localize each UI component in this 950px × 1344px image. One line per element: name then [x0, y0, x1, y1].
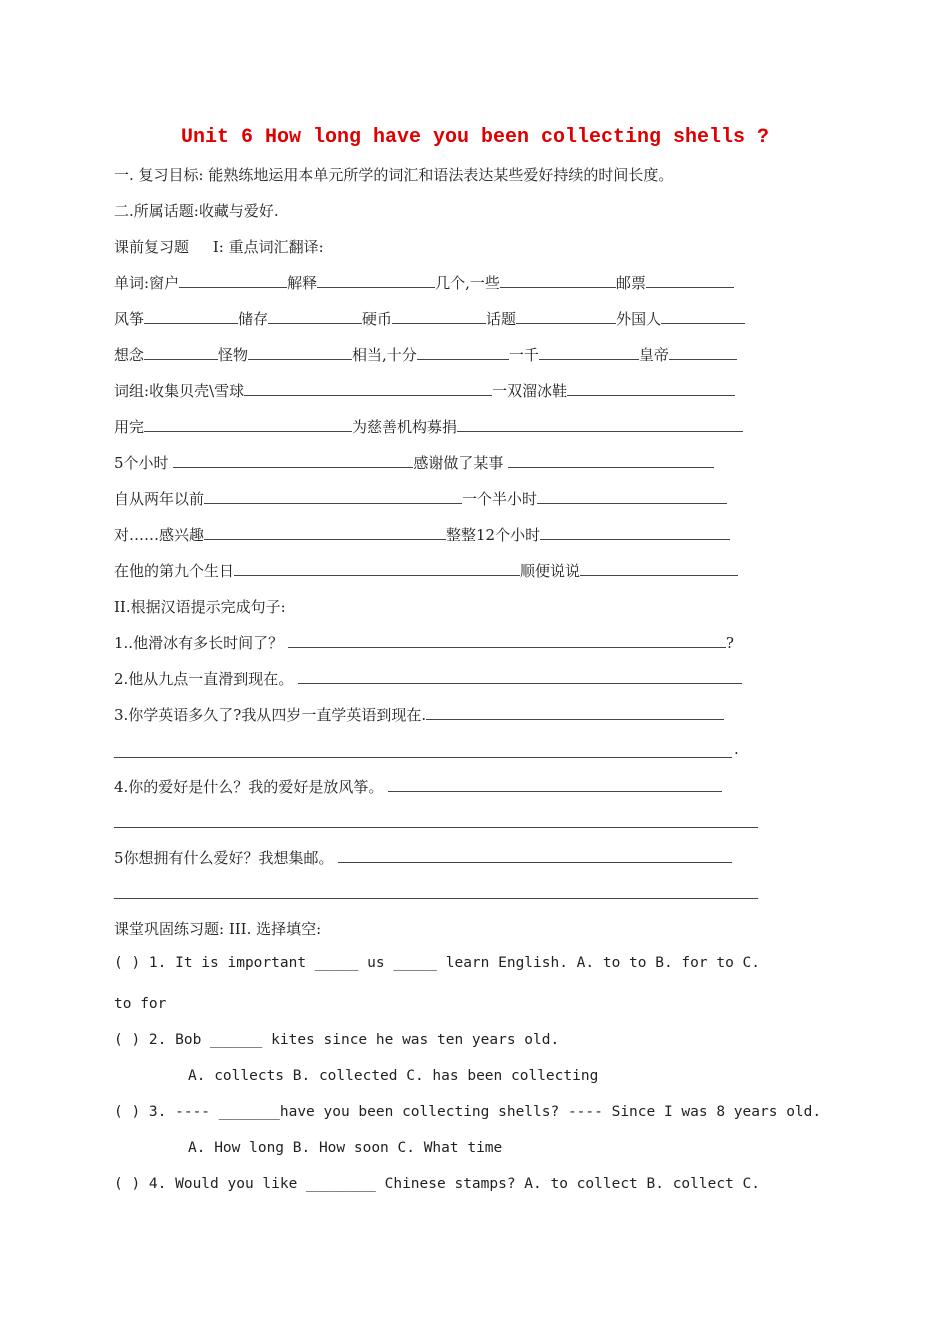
pre-class-heading — [114, 236, 324, 257]
phrase-prompt: 一个半小时 — [462, 490, 538, 508]
answer-blank[interactable] — [580, 560, 738, 576]
answer-blank[interactable] — [388, 776, 722, 792]
worksheet-title: Unit 6 How long have you been collecting shells ? — [180, 126, 770, 149]
word-prompt: 一千 — [508, 346, 539, 364]
sentence-prompt: 5你想拥有什么爱好？我想集邮。 — [114, 849, 334, 867]
sentence-end-dot: . — [734, 740, 739, 758]
sentence-prompt: 1..他滑冰有多长时间了？ — [114, 634, 284, 652]
sentence-prompt: 4.你的爱好是什么？我的爱好是放风筝。 — [114, 778, 384, 796]
phrase-prompt: 为慈善机构募捐 — [352, 418, 458, 436]
answer-line[interactable] — [114, 827, 758, 828]
phrases-row-2 — [114, 416, 743, 437]
answer-blank[interactable] — [173, 452, 413, 468]
phrases-label: 词组: — [114, 382, 150, 400]
answer-blank[interactable] — [204, 488, 462, 504]
answer-line[interactable] — [114, 757, 732, 758]
answer-blank[interactable] — [661, 308, 745, 324]
mc-options-2: A. collects B. collected C. has been collecting — [188, 1068, 599, 1084]
phrases-row-4 — [114, 488, 727, 509]
phrase-prompt: 在他的第九个生日 — [114, 562, 235, 580]
answer-line[interactable] — [114, 898, 758, 899]
words-row-3 — [114, 344, 737, 365]
sentence-item-1 — [114, 632, 734, 653]
answer-blank[interactable] — [516, 308, 616, 324]
phrases-row-1 — [114, 380, 735, 401]
answer-blank[interactable] — [234, 560, 520, 576]
phrase-prompt: 整整12个小时 — [446, 526, 541, 544]
review-goal: 一. 复习目标: 能熟练地运用本单元所学的词汇和语法表达某些爱好持续的时间长度。 — [114, 166, 674, 184]
phrase-prompt: 对……感兴趣 — [114, 526, 205, 544]
words-label: 单词: — [114, 274, 150, 292]
answer-blank[interactable] — [298, 668, 742, 684]
word-prompt: 窗户 — [149, 274, 180, 292]
phrase-prompt: 5个小时 — [114, 454, 169, 472]
mc-question-2: ( ) 2. Bob ______ kites since he was ten years old. — [114, 1032, 560, 1048]
mc-question-1: ( ) 1. It is important _____ us _____ learn English. A. to to B. for to C. — [114, 955, 761, 971]
answer-blank[interactable] — [268, 308, 362, 324]
phrase-prompt: 顺便说说 — [520, 562, 581, 580]
part2-heading: II.根据汉语提示完成句子: — [114, 598, 286, 616]
answer-blank[interactable] — [417, 344, 509, 360]
word-prompt: 怪物 — [218, 346, 249, 364]
answer-blank[interactable] — [457, 416, 743, 432]
sentence-item-5 — [114, 847, 732, 868]
phrases-row-6 — [114, 560, 738, 581]
answer-blank[interactable] — [540, 524, 730, 540]
answer-blank[interactable] — [248, 344, 352, 360]
sentence-item-4 — [114, 776, 722, 797]
word-prompt: 几个,一些 — [435, 274, 500, 292]
pre-class-label: 课前复习题 — [114, 238, 190, 256]
answer-blank[interactable] — [567, 380, 735, 396]
word-prompt: 硬币 — [362, 310, 393, 328]
phrase-prompt: 感谢做了某事 — [413, 454, 504, 472]
mc-options-3: A. How long B. How soon C. What time — [188, 1140, 503, 1156]
word-prompt: 邮票 — [615, 274, 646, 292]
phrases-row-3 — [114, 452, 714, 473]
answer-blank[interactable] — [144, 344, 218, 360]
word-prompt: 储存 — [238, 310, 269, 328]
word-prompt: 外国人 — [616, 310, 662, 328]
topic-line: 二.所属话题:收藏与爱好. — [114, 202, 279, 220]
part1-label: I: 重点词汇翻译: — [212, 238, 324, 256]
phrases-row-5 — [114, 524, 730, 545]
answer-blank[interactable] — [144, 416, 352, 432]
word-prompt: 话题 — [486, 310, 517, 328]
words-row-2 — [114, 308, 745, 329]
word-prompt: 皇帝 — [638, 346, 669, 364]
answer-blank[interactable] — [669, 344, 737, 360]
phrase-prompt: 一双溜冰鞋 — [492, 382, 568, 400]
phrase-prompt: 收集贝壳\雪球 — [149, 382, 245, 400]
question-mark: ? — [725, 634, 734, 652]
word-prompt: 相当,十分 — [352, 346, 417, 364]
answer-blank[interactable] — [204, 524, 446, 540]
answer-blank[interactable] — [288, 632, 726, 648]
answer-blank[interactable] — [392, 308, 486, 324]
answer-blank[interactable] — [179, 272, 287, 288]
words-row-1 — [114, 272, 734, 293]
answer-blank[interactable] — [537, 488, 727, 504]
answer-blank[interactable] — [338, 847, 732, 863]
sentence-prompt: 2.他从九点一直滑到现在。 — [114, 670, 294, 688]
mc-question-3: ( ) 3. ---- _______have you been collecting shells? ---- Since I was 8 years old. — [114, 1104, 822, 1120]
phrase-prompt: 自从两年以前 — [114, 490, 205, 508]
word-prompt: 想念 — [114, 346, 145, 364]
word-prompt: 解释 — [287, 274, 318, 292]
phrase-prompt: 用完 — [114, 418, 145, 436]
answer-blank[interactable] — [646, 272, 734, 288]
answer-blank[interactable] — [426, 704, 724, 720]
answer-blank[interactable] — [244, 380, 492, 396]
answer-blank[interactable] — [508, 452, 714, 468]
answer-blank[interactable] — [317, 272, 435, 288]
sentence-prompt: 3.你学英语多久了?我从四岁一直学英语到现在. — [114, 706, 427, 724]
sentence-item-2 — [114, 668, 742, 689]
word-prompt: 风筝 — [114, 310, 145, 328]
answer-blank[interactable] — [539, 344, 639, 360]
answer-blank[interactable] — [500, 272, 616, 288]
part3-heading: 课堂巩固练习题: III. 选择填空: — [114, 920, 322, 938]
answer-blank[interactable] — [144, 308, 238, 324]
mc-question-4: ( ) 4. Would you like ________ Chinese stamps? A. to collect B. collect C. — [114, 1176, 761, 1192]
sentence-item-3 — [114, 704, 724, 725]
mc-question-1-cont: to for — [114, 996, 167, 1012]
